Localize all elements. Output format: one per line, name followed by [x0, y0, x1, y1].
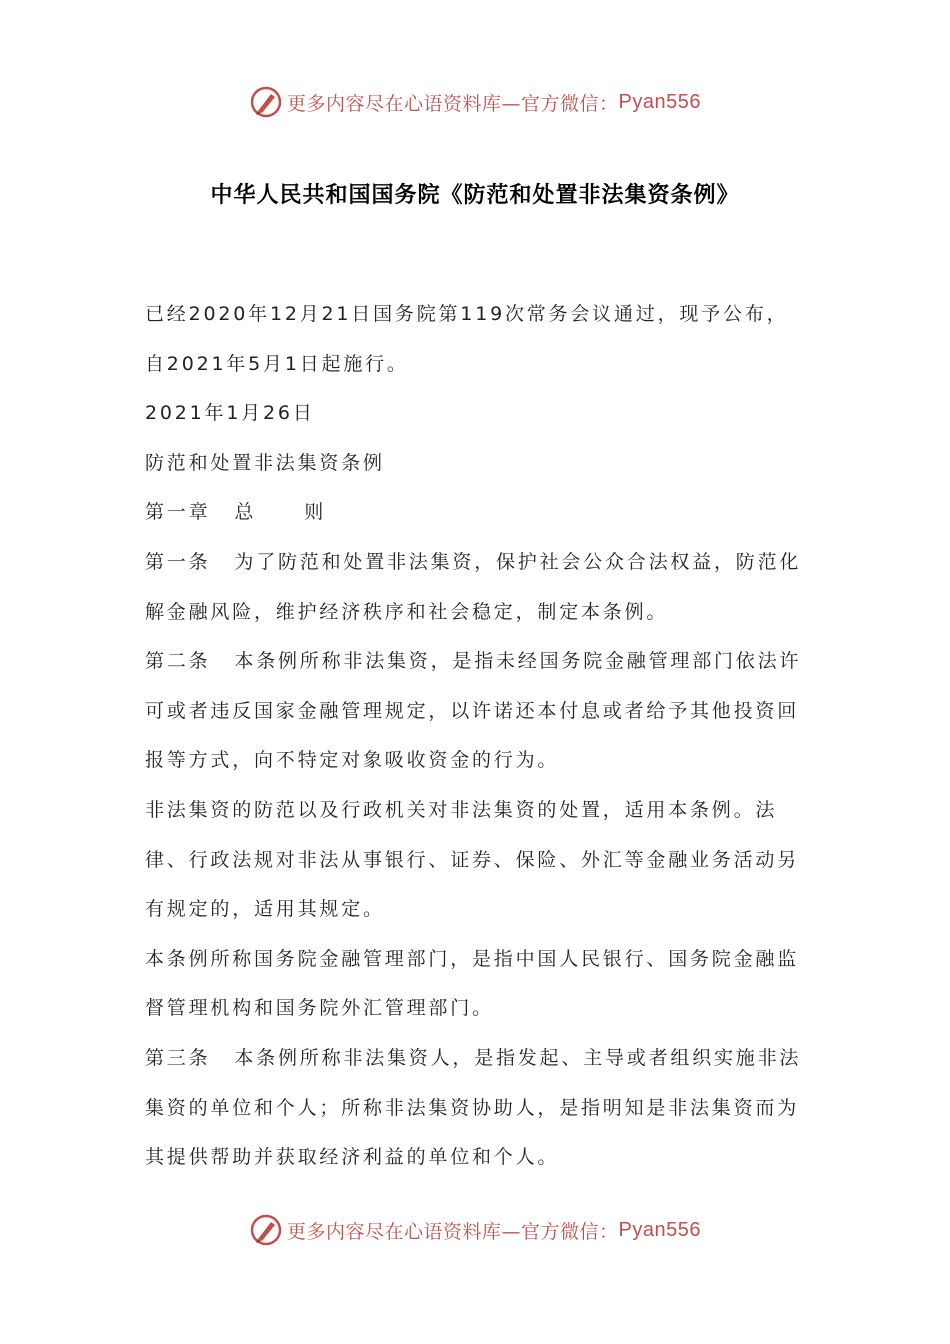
pen-logo-icon — [249, 1213, 283, 1247]
footer-watermark — [0, 1210, 950, 1250]
watermark-text: 更多内容尽在心语资料库—官方微信： — [287, 92, 619, 115]
watermark-wechat-id: Pyan556 — [618, 1218, 701, 1241]
document-date: 2021年1月26日 — [145, 402, 315, 425]
chapter-number: 第一章 — [145, 501, 211, 524]
article-label: 第三条 — [145, 1046, 211, 1069]
article-3 — [145, 1034, 809, 1183]
watermark-wechat-id: Pyan556 — [618, 90, 701, 113]
article-2 — [145, 637, 809, 786]
scope-paragraph: 非法集资的防范以及行政机关对非法集资的处置，适用本条例。法律、行政法规对非法从事银行、证券、保险、外汇等金融业务活动另有规定的，适用其规定。 — [145, 798, 800, 921]
article-1 — [145, 538, 809, 637]
promulgation-paragraph: 已经2020年12月21日国务院第119次常务会议通过，现予公布，自2021年5月1日起施行。 — [145, 303, 789, 375]
chapter-title-first: 总 — [234, 501, 257, 524]
article-text: 本条例所称非法集资，是指未经国务院金融管理部门依法许可或者违反国家金融管理规定，以许诺还本付息或者给予其他投资回报等方式，向不特定对象吸收资金的行为。 — [145, 650, 802, 772]
article-text: 为了防范和处置非法集资，保护社会公众合法权益，防范化解金融风险，维护经济秩序和社会稳定，制定本条例。 — [145, 550, 802, 623]
article-label: 第一条 — [145, 550, 211, 573]
article-label: 第二条 — [145, 650, 211, 673]
regulation-name: 防范和处置非法集资条例 — [145, 451, 385, 474]
chapter-title-second: 则 — [304, 501, 327, 524]
chapter-heading — [145, 488, 809, 538]
header-watermark — [0, 82, 950, 122]
document-title: 中华人民共和国国务院《防范和处置非法集资条例》 — [210, 183, 740, 208]
document-body — [145, 290, 809, 1183]
definition-paragraph: 本条例所称国务院金融管理部门，是指中国人民银行、国务院金融监督管理机构和国务院外汇管理部门。 — [145, 947, 800, 1020]
pen-logo-icon — [249, 85, 283, 119]
article-text: 本条例所称非法集资人，是指发起、主导或者组织实施非法集资的单位和个人；所称非法集资协助人，是指明知是非法集资而为其提供帮助并获取经济利益的单位和个人。 — [145, 1046, 802, 1169]
watermark-text: 更多内容尽在心语资料库—官方微信： — [287, 1220, 619, 1243]
